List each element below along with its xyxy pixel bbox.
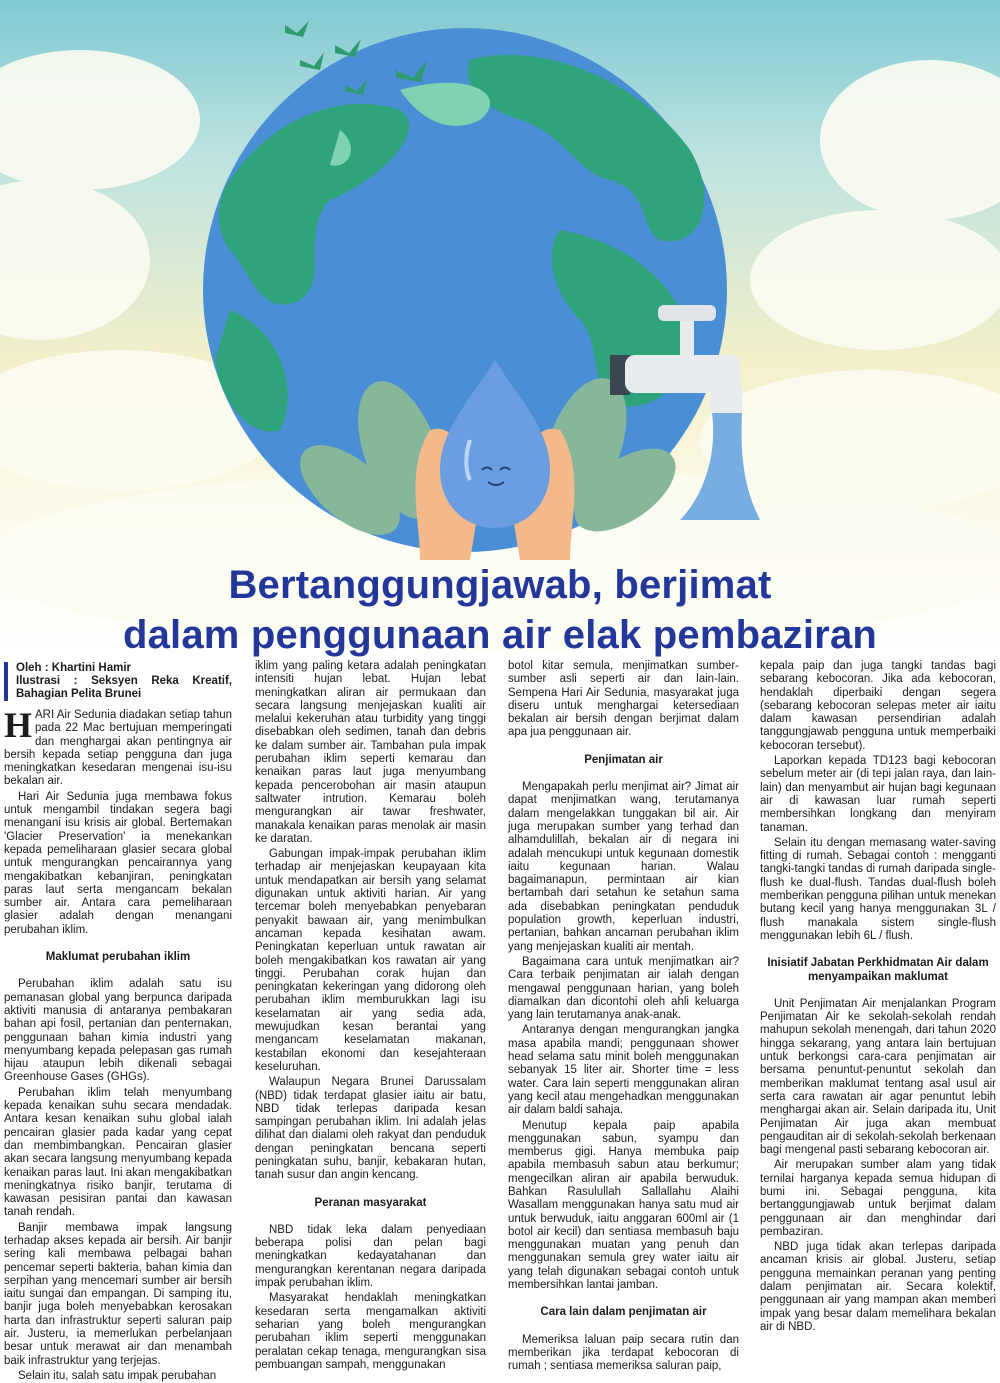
headline-line-2: dalam penggunaan air elak pembaziran: [122, 613, 878, 657]
section-heading: Maklumat perubahan iklim: [45, 951, 191, 964]
illustration-credit: Ilustrasi : Seksyen Reka Kreatif, Bahagian Pelita Brunei: [16, 675, 232, 700]
paragraph: Memeriksa laluan paip secara rutin dan memberikan jika terdapat kebocoran di rumah ; sentiasa memeriksa saluran paip,: [508, 1333, 739, 1373]
paragraph: Mengapakah perlu menjimat air? Jimat air dapat menjimatkan wang, terutamanya dalam mengelakkan tunggakan bil air. Air juga merupakan sumber yang terhad dan alhamdulillah, bekalan air di negara ini adalah mencukupi untuk kegunaan domestik iaitu kegunaan harian. Walau bagaimanapun, permintaan air kian bertambah dari setahun ke setahun sama ada disebabkan peningkatan penduduk population growth, keperluan industri, pertanian, bahkan ancaman perubahan iklim yang menjejaskan kualiti air mentah.: [508, 781, 739, 953]
paragraph: NBD tidak leka dalam penyediaan beberapa polisi dan pelan bagi meningkatkan kedayatahanan dan mengurangkan kerentanan negara daripada impak perubahan iklim.: [255, 1223, 486, 1290]
headline-line-1: Bertanggungjawab, berjimat: [228, 563, 772, 607]
section-heading: Inisiatif Jabatan Perkhidmatan Air dalam menyampaikan maklumat: [767, 957, 989, 983]
paragraph: kepala paip dan juga tangki tandas bagi sebarang kebocoran. Jika ada kebocoran, hendaklah diperbaiki dengan segera (sebarang kebocoran selepas meter air iaitu dalam kawasan persendirian adalah tanggungjawab pengguna untuk memperbaiki kebocoran tersebut).: [760, 660, 996, 752]
drop-cap: H: [4, 705, 33, 745]
author: Oleh : Khartini Hamir: [16, 662, 132, 674]
section-heading: Cara lain dalam penjimatan air: [540, 1306, 707, 1319]
paragraph: Laporkan kepada TD123 bagi kebocoran sebelum meter air (di tepi jalan raya, dan lain-lain) dan menyambut air hujan bagi kegunaan air di kawasan luar rumah seperti membersihkan longkang dan menyiram tanaman.: [760, 755, 996, 834]
paragraph: Masyarakat hendaklah meningkatkan kesedaran serta mengamalkan aktiviti seharian yang boleh mengurangkan perubahan iklim seperti menggunakan peralatan cekap tenaga, mengurangkan sisa pembuangan sampah, menggunakan: [255, 1292, 486, 1371]
article-column-2: [255, 660, 486, 1371]
article-column-3: [508, 660, 739, 1373]
paragraph: Menutup kepala paip apabila menggunakan sabun, syampu dan memberus gigi. Hanya membuka paip apabila membasuh sabun atau berkumur; mengecilkan aliran air apabila berwuduk. Bahkan Rasulullah Sallallahu Alaihi Wasallam menggunakan hanya satu mud air untuk berwuduk, iaitu anggaran 600ml air (1 botol air kecil) dan sentiasa membasuh baju menggunakan muatan yang penuh dan menggunakan semula grey water iaitu air yang telah digunakan sebagai contoh untuk membersihkan lantai jamban.: [508, 1119, 739, 1292]
paragraph: Walaupun Negara Brunei Darussalam (NBD) tidak terdapat glasier iaitu air batu, NBD tidak terlepas daripada kesan sampingan perubahan iklim. Ini adalah jelas dilihat dan dialami oleh rakyat dan penduduk dengan peningkatan bencana seperti peningkatan suhu, banjir, kebakaran hutan, tanah susur dan angin kencang.: [255, 1076, 486, 1182]
paragraph: iklim yang paling ketara adalah peningkatan intensiti hujan lebat. Hujan lebat meningkatkan aliran air permukaan dan secara langsung menjejaskan kualiti air melalui kekeruhan atau turbidity yang tinggi disebabkan oleh sedimen, tanah dan debris ke dalam sumber air. Tambahan pula impak perubahan iklim seperti kemarau dan kenaikan paras laut juga menyumbang kepada pencerobohan air masin ataupun saltwater intrution. Kemarau boleh mengurangkan air tawar freshwater, manakala kenaikan paras menolak air masin ke daratan.: [255, 660, 486, 845]
paragraph: Gabungan impak-impak perubahan iklim terhadap air menjejaskan keupayaan kita untuk mendapatkan air bersih yang selamat digunakan untuk aktiviti harian. Air yang tercemar boleh menyebabkan penyebaran penyakit bawaan air, yang menimbulkan ancaman kepada kesihatan awam. Peningkatan keperluan untuk rawatan air boleh mengakibatkan kos rawatan air yang tinggi. Perubahan corak hujan dan peningkatan kekeringan yang didorong oleh perubahan iklim memburukkan lagi isu keselamatan air yang sedia ada, mewujudkan kesan berantai yang mengancam keselamatan makanan, kestabilan ekonomi dan kesejahteraan keseluruhan.: [255, 848, 486, 1073]
paragraph: Bagaimana cara untuk menjimatkan air? Cara terbaik penjimatan air ialah dengan mengawal penggunaan harian, yang boleh diamalkan dan dicontohi oleh ahli keluarga yang lain terutamanya anak-anak.: [508, 955, 739, 1022]
paragraph: Banjir membawa impak langsung terhadap akses kepada air bersih. Air banjir sering kali membawa pelbagai bahan pencemar seperti bakteria, bahan kimia dan serpihan yang mencemari sumber air bersih iaitu sungai dan empangan. Di samping itu, banjir juga boleh menyebabkan kerosakan harta dan infrastruktur seperti saluran paip air. Justeru, ia memerlukan perbelanjaan besar untuk merawat air dan menambah baik infrastruktur yang terjejas.: [4, 1221, 232, 1367]
byline: [4, 662, 232, 701]
section-heading: Penjimatan air: [584, 753, 663, 766]
paragraph: Air merupakan sumber alam yang tidak ternilai harganya kepada semua hidupan di bumi ini. Sebagai pengguna, kita bertanggungjawab untuk berjimat dalam penggunaan air dan menghindar dari pembaziran.: [760, 1159, 996, 1238]
paragraph: Selain itu, salah satu impak perubahan: [18, 1369, 217, 1382]
earth-water-illustration: [0, 0, 1000, 655]
paragraph: Hari Air Sedunia juga membawa fokus untuk mengambil tindakan segera bagi menangani isu krisis air global. Bertemakan 'Glacier Preservation' ia menekankan kepada pemeliharaan glasier secara global untuk mengurangkan pencairannya yang mengakibatkan kebanjiran, peningkatan paras laut serta mengancam bekalan sumber air. Antara cara pemeliharaan glasier adalah dengan menangani perubahan iklim.: [4, 790, 232, 936]
paragraph: Antaranya dengan mengurangkan jangka masa apabila mandi; penggunaan shower head selama satu minit boleh menggunakan sebanyak 15 liter air. Shorter time = less water. Cara lain seperti menggunakan aliran yang kecil atau mengehadkan menggunakan air dalam baldi sahaja.: [508, 1024, 739, 1117]
article-column-4: [760, 660, 996, 1333]
hero-illustration: [0, 0, 1000, 655]
paragraph: Selain itu dengan memasang water-saving fitting di rumah. Sebagai contoh : mengganti tangki-tangki tandas di rumah daripada single-flush ke dual-flush. Tandas dual-flush boleh memberikan pengguna pilihan untuk menekan butang kecil yang hanya menggunakan 3L / flush manakala sistem single-flush menggunakan lebih 6L / flush.: [760, 836, 996, 942]
paragraph: Perubahan iklim telah menyumbang kepada kenaikan suhu secara mendadak. Antara kesan kenaikan suhu global ialah pencairan glasier pada kadar yang cepat dan membimbangkan. Pencairan glasier akan secara langsung menyumbang kepada kenaikan paras laut. Ini akan mengakibatkan meningkatnya risiko banjir, terutama di kawasan pesisiran pantai dan kawasan tanah rendah.: [4, 1086, 232, 1219]
section-heading: Peranan masyarakat: [314, 1196, 427, 1209]
paragraph: botol kitar semula, menjimatkan sumber-sumber asli seperti air dan lain-lain. Sempena Hari Air Sedunia, masyarakat juga diseru untuk menghargai ketersediaan bekalan air bersih dengan berjimat dalam apa jua penggunaan air.: [508, 660, 739, 739]
paragraph: Unit Penjimatan Air menjalankan Program Penjimatan Air ke sekolah-sekolah rendah mahupun sekolah menengah, dari tahun 2020 hingga sekarang, yang antara lain bertujuan untuk berkongsi cara-cara penjimatan air bersama penuntut-penuntut sekolah dan memberikan maklumat tentang asal usul air serta cara rawatan air agar penuntut lebih menghargai akan air. Selain daripada itu, Unit Penjimatan Air juga akan membuat pengauditan air di sekolah-sekolah berkenaan bagi mengenal pasti sebarang kebocoran air.: [760, 997, 996, 1157]
paragraph: Perubahan iklim adalah satu isu pemanasan global yang berpunca daripada aktiviti manusia di antaranya pembakaran bahan api fosil, pertanian dan penternakan, penggunaan bahan kimia industri yang menyumbang kepada pelepasan gas rumah hijau ataupun lebih dikenali sebagai Greenhouse Gases (GHGs).: [4, 978, 232, 1084]
paragraph: HARI Air Sedunia diadakan setiap tahun pada 22 Mac bertujuan memperingati dan menghargai akan pentingnya air bersih kepada setiap pengguna dan juga meningkatkan kesedaran mengenai isu-isu bekalan air.: [4, 705, 232, 788]
paragraph: NBD juga tidak akan terlepas daripada ancaman krisis air global. Justeru, setiap pengguna memainkan peranan yang penting dalam penjimatan air. Secara kolektif, penggunaan air yang mampan akan memberi impak yang besar dalam memelihara bekalan air di NBD.: [760, 1241, 996, 1333]
article-column-1: [4, 660, 232, 1382]
